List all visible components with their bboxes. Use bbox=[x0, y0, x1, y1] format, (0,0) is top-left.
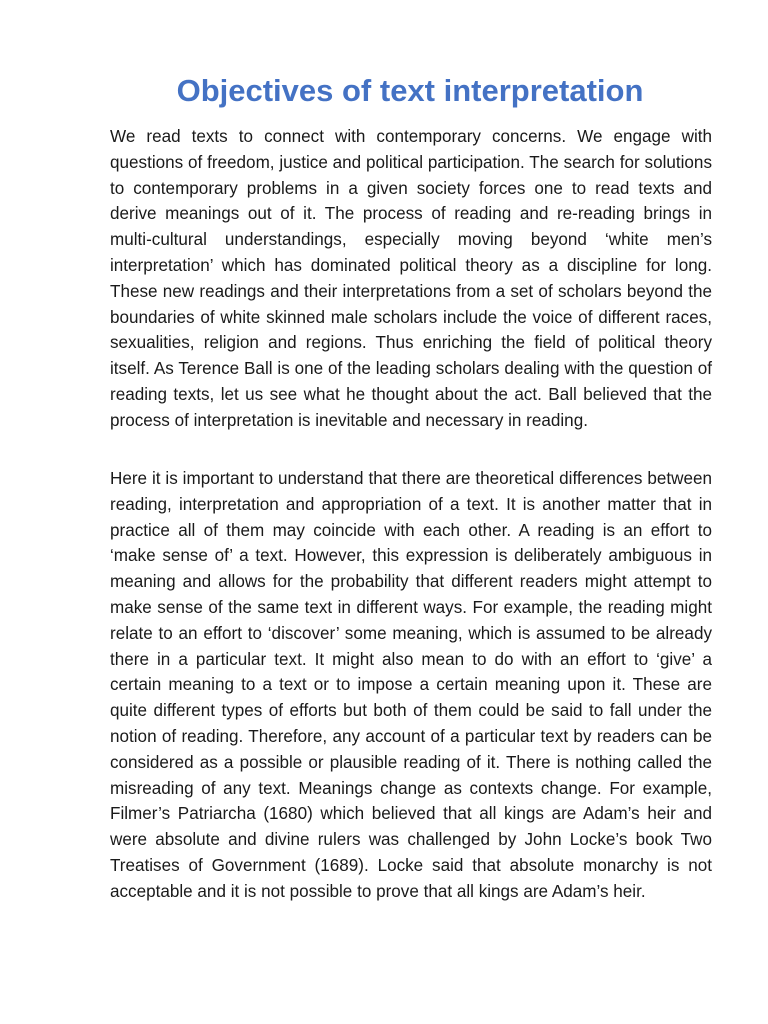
paragraph-2: Here it is important to understand that there are theoretical differences between reading, interpretation and appropriation of a text. It is another matter that in practice all of them may coincide with each other. A reading is an effort to ‘make sense of’ a text. However, this expression is deliberately ambiguous in meaning and allows for the probability that different readers might attempt to make sense of the same text in different ways. For example, the reading might relate to an effort to ‘discover’ some meaning, which is assumed to be already there in a particular text. It might also mean to do with an effort to ‘give’ a certain meaning to a text or to impose a certain meaning upon it. These are quite different types of efforts but both of them could be said to fall under the notion of reading. Therefore, any account of a particular text by readers can be considered as a possible or plausible reading of it. There is nothing called the misreading of any text. Meanings change as contexts change. For example, Filmer’s Patriarcha (1680) which believed that all kings are Adam’s heir and were absolute and divine rulers was challenged by John Locke’s book Two Treatises of Government (1689). Locke said that absolute monarchy is not acceptable and it is not possible to prove that all kings are Adam’s heir. bbox=[110, 469, 712, 901]
paragraph-1: We read texts to connect with contemporary concerns. We engage with questions of freedom, justice and political participation. The search for solutions to contemporary problems in a given society forces one to read texts and derive meanings out of it. The process of reading and re-reading brings in multi-cultural understandings, especially moving beyond ‘white men’s interpretation’ which has dominated political theory as a discipline for long. These new readings and their interpretations from a set of scholars beyond the boundaries of white skinned male scholars include the voice of different races, sexualities, religion and regions. Thus enriching the field of political theory itself. As Terence Ball is one of the leading scholars dealing with the question of reading texts, let us see what he thought about the act. Ball believed that the process of interpretation is inevitable and necessary in reading. bbox=[110, 127, 712, 430]
page-title: Objectives of text interpretation bbox=[176, 73, 644, 108]
